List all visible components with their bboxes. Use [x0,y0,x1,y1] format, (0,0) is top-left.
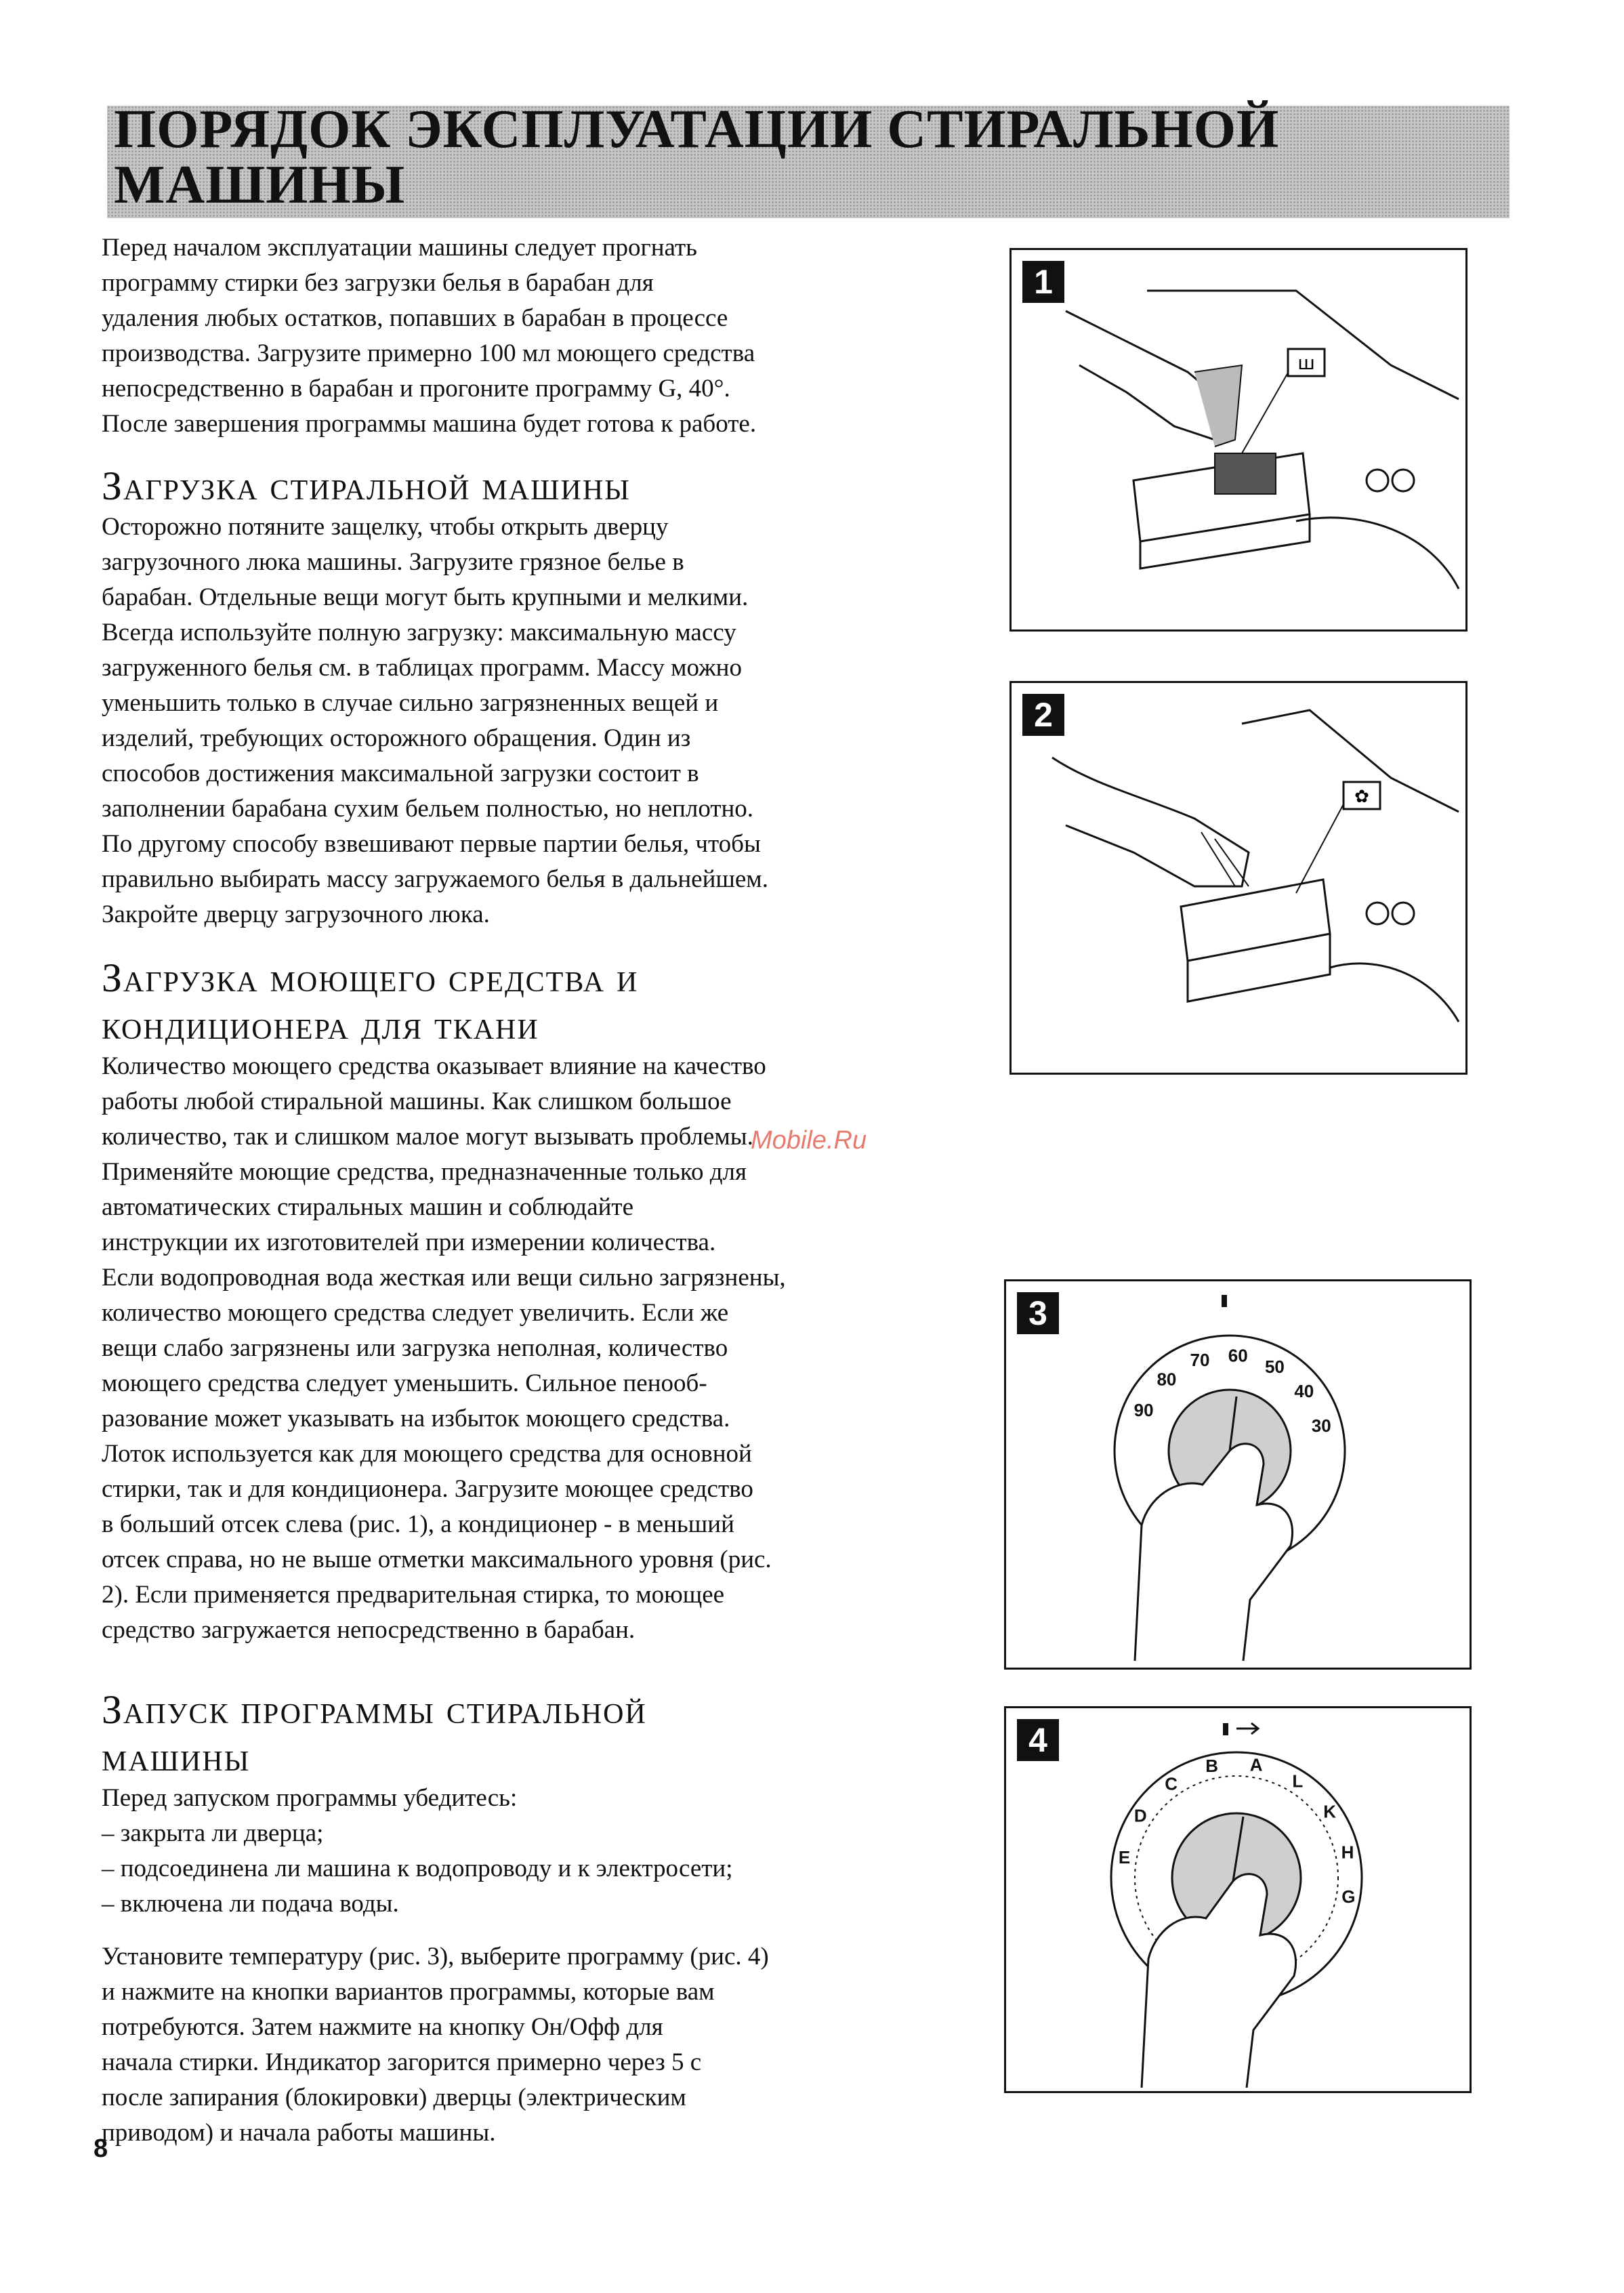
program-dial-label-5: L [1292,1771,1304,1792]
temperature-dial-label-1: 80 [1157,1369,1177,1390]
figure-3 [1004,1279,1472,1670]
temperature-dial-label-3: 60 [1228,1345,1248,1366]
program-dial-label-6: K [1323,1801,1336,1822]
page-number: 8 [93,2134,108,2163]
temperature-dial-label-0: 90 [1133,1399,1154,1420]
temperature-dial-label-4: 50 [1264,1356,1285,1377]
intro-text: Перед началом эксплуатации машины следует прогнать программу стирки без загрузки белья в барабан для удаления любых остатков, попавших в барабан в процессе производства. Загрузите примерно 100 мл моющего средства непосредственно в барабан и прогоните программу G, 40°. После завершения программы машина будет готова к работе. [102,234,757,438]
program-dial-label-8: G [1341,1886,1356,1907]
section-text-loading: Осторожно потяните защелку, чтобы открыть дверцу загрузочного люка машины. Загрузите грязное белье в барабан. Отдельные вещи могут быть крупными и мелкими. Всегда используйте полную загрузку: максимальную массу загруженного белья см. в таблицах программ. Массу можно уменьшить только в случае сильно загрязненных вещей и изделий, требующих осторожного обращения. Один из способов достижения максимальной загрузки состоит в заполнении барабана сухим бельем полностью, но неплотно. По другому способу взвешивают первые партии белья, чтобы правильно выбирать массу загружаемого белья в дальнейшем. Закройте дверцу загрузочного люка. [102,513,768,928]
temperature-dial-label-5: 40 [1294,1381,1314,1402]
figure-3-illustration [1006,1281,1470,1668]
detergent-compartment-icon: ш [1297,352,1315,374]
program-dial-label-7: H [1341,1842,1354,1863]
figure-1 [1009,248,1467,632]
program-dial-label-2: C [1165,1773,1178,1794]
intro-block [102,230,942,442]
section-detergent [102,954,942,1648]
program-dial-label-0: E [1118,1846,1131,1867]
program-dial-label-4: A [1249,1754,1263,1775]
softener-compartment-icon: ✿ [1354,787,1369,807]
figure-2-badge: 2 [1022,694,1064,736]
figure-1-illustration [1012,250,1465,629]
section-heading-detergent: Загрузка моющего средства и кондиционера для ткани [102,955,639,1048]
temperature-dial-label-6: 30 [1311,1415,1331,1436]
section-heading-start: Запуск программы стиральной машины [102,1687,647,1779]
section-loading [102,462,942,932]
program-dial-label-3: B [1205,1756,1218,1776]
section-text-detergent: Количество моющего средства оказывает влияние на качество работы любой стиральной машины. Как слишком большое количество, так и слишком малое могут вызывать проблемы. Применяйте моющие средства, предназначенные только для автоматических стиральных машин и соблюдайте инструкции их изготовителей при измерении количества. Если водопроводная вода жесткая или вещи сильно загрязнены, количество моющего средства следует увеличить. Если же вещи слабо загрязнены или загрузка неполная, количество моющего средства следует уменьшить. Сильное пенооб- разование может указывать на избыток моющего средства. Лоток используется как для моющего средства для основной стирки, так и для кондиционера. Загрузите моющее средство в больший отсек слева (рис. 1), а кондиционер - в меньший отсек справа, но не выше отметки максимального уровня (рис. 2). Если применяется предварительная стирка, то моющее средство загружается непосредственно в барабан. [102,1052,786,1644]
section-text-start-instructions: Установите температуру (рис. 3), выберите программу (рис. 4) и нажмите на кнопки вариантов программы, которые вам потребуются. Затем нажмите на кнопку Он/Офф для начала стирки. Индикатор загорится примерно через 5 с после запирания (блокировки) дверцы (электрическим приводом) и начала работы машины. [102,1943,769,2147]
figure-4-illustration [1006,1708,1470,2091]
section-heading-loading: Загрузка стиральной машины [102,463,631,508]
section-text-start-checklist: Перед запуском программы убедитесь: – закрыта ли дверца; – подсоединена ли машина к водопроводу и к электросети; – включена ли подача воды. [102,1784,733,1918]
figure-4-badge: 4 [1017,1719,1059,1761]
figure-4 [1004,1706,1472,2093]
figure-1-badge: 1 [1022,261,1064,303]
figure-2-illustration [1012,683,1465,1073]
temperature-dial-label-2: 70 [1190,1350,1210,1371]
section-start [102,1686,942,2151]
program-dial-label-1: D [1133,1805,1147,1826]
page-title: ПОРЯДОК ЭКСПЛУАТАЦИИ СТИРАЛЬНОЙ МАШИНЫ [114,100,1280,215]
figure-3-badge: 3 [1017,1292,1059,1334]
watermark: Mobile.Ru [751,1126,867,1155]
figure-2 [1009,681,1467,1075]
